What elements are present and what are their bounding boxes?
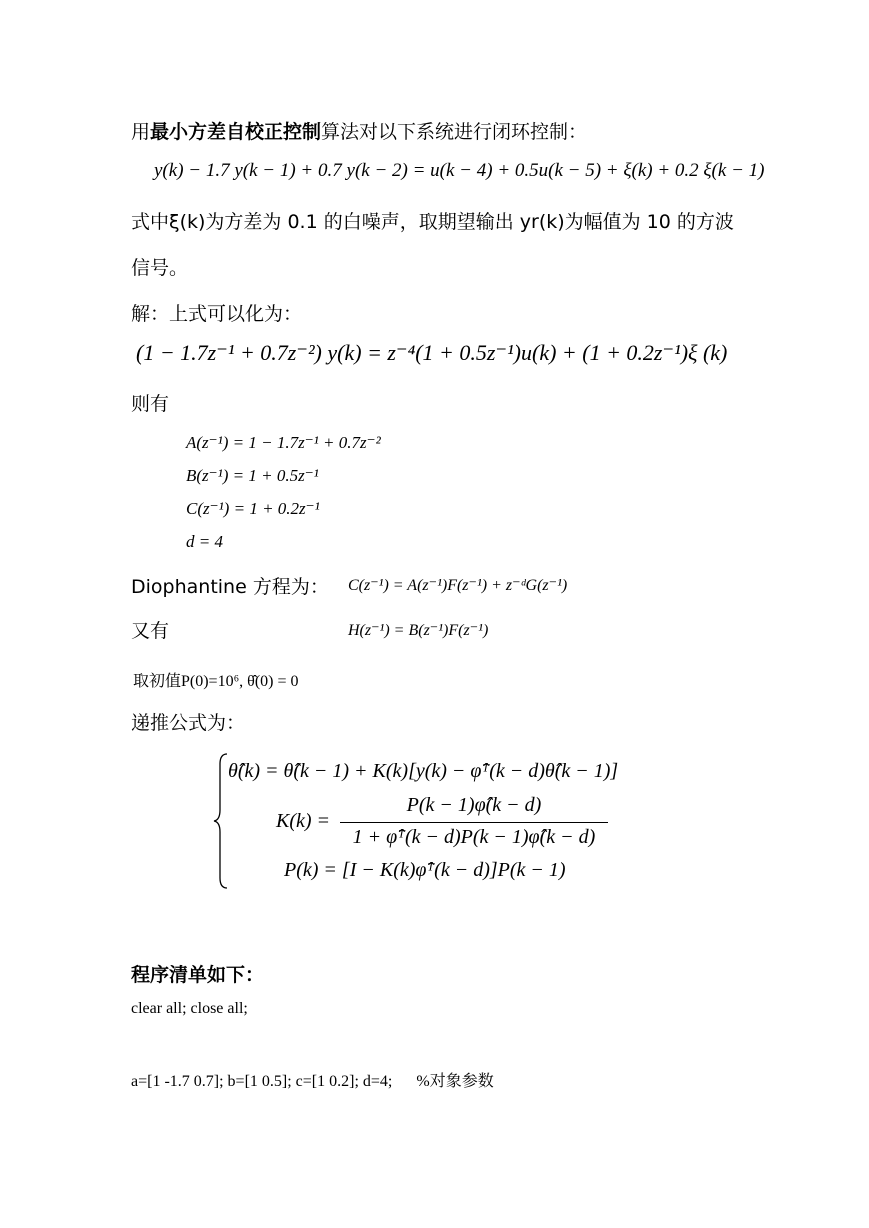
fraction-line (340, 822, 608, 823)
system-equation: y(k) − 1.7 y(k − 1) + 0.7 y(k − 2) = u(k − 4) + 0.5u(k − 5) + ξ(k) + 0.2 ξ(k − 1) (154, 160, 765, 181)
poly-B: B(z⁻¹) = 1 + 0.5z⁻¹ (186, 466, 319, 485)
also-equation: H(z⁻¹) = B(z⁻¹)F(z⁻¹) (348, 622, 489, 639)
poly-A: A(z⁻¹) = 1 − 1.7z⁻¹ + 0.7z⁻² (186, 433, 381, 452)
recursion-P: P(k) = [I − K(k)φ̂ᵀ(k − d)]P(k − 1) (284, 859, 566, 881)
intro-prefix: 用 (131, 121, 151, 143)
also-label: 又有 (131, 620, 170, 642)
diophantine-equation: C(z⁻¹) = A(z⁻¹)F(z⁻¹) + z⁻ᵈG(z⁻¹) (348, 577, 568, 594)
recursion-K-lhs: K(k) = (276, 810, 331, 832)
program-line-2 (131, 1068, 494, 1091)
program-line-1: clear all; close all; (131, 1000, 248, 1017)
poly-C: C(z⁻¹) = 1 + 0.2z⁻¹ (186, 499, 320, 518)
recursion-label: 递推公式为： (131, 712, 246, 734)
recursion-K-numerator: P(k − 1)φ̂(k − d) (406, 794, 542, 816)
desc-line-2: 信号。 (131, 257, 189, 279)
recursion-theta: θ̂(k) = θ̂(k − 1) + K(k)[y(k) − φ̂ᵀ(k − d)θ̂(k − 1)] (228, 760, 619, 782)
recursion-K-denominator: 1 + φ̂ᵀ(k − d)P(k − 1)φ̂(k − d) (352, 826, 596, 848)
program-line-2-code: a=[1 -1.7 0.7]; b=[1 0.5]; c=[1 0.2]; d=4; (131, 1073, 393, 1090)
transformed-equation: (1 − 1.7z⁻¹ + 0.7z⁻²) y(k) = z⁻⁴(1 + 0.5z⁻¹)u(k) + (1 + 0.2z⁻¹)ξ (k) (136, 340, 728, 365)
init-values: 取初值P(0)=10⁶, θ̂(0) = 0 (133, 673, 299, 690)
delay-d: d = 4 (186, 532, 223, 551)
intro-line (131, 117, 587, 144)
intro-bold: 最小方差自校正控制 (150, 121, 322, 143)
diophantine-label: Diophantine 方程为： (131, 576, 329, 598)
solution-label: 解：上式可以化为： (131, 303, 303, 325)
program-line-2-comment: %对象参数 (416, 1073, 494, 1090)
then-label: 则有 (131, 393, 170, 415)
intro-suffix: 算法对以下系统进行闭环控制： (321, 121, 588, 143)
desc-line-1: 式中ξ(k)为方差为 0.1 的白噪声，取期望输出 yr(k)为幅值为 10 的方波 (131, 211, 734, 233)
program-title: 程序清单如下： (131, 964, 265, 986)
